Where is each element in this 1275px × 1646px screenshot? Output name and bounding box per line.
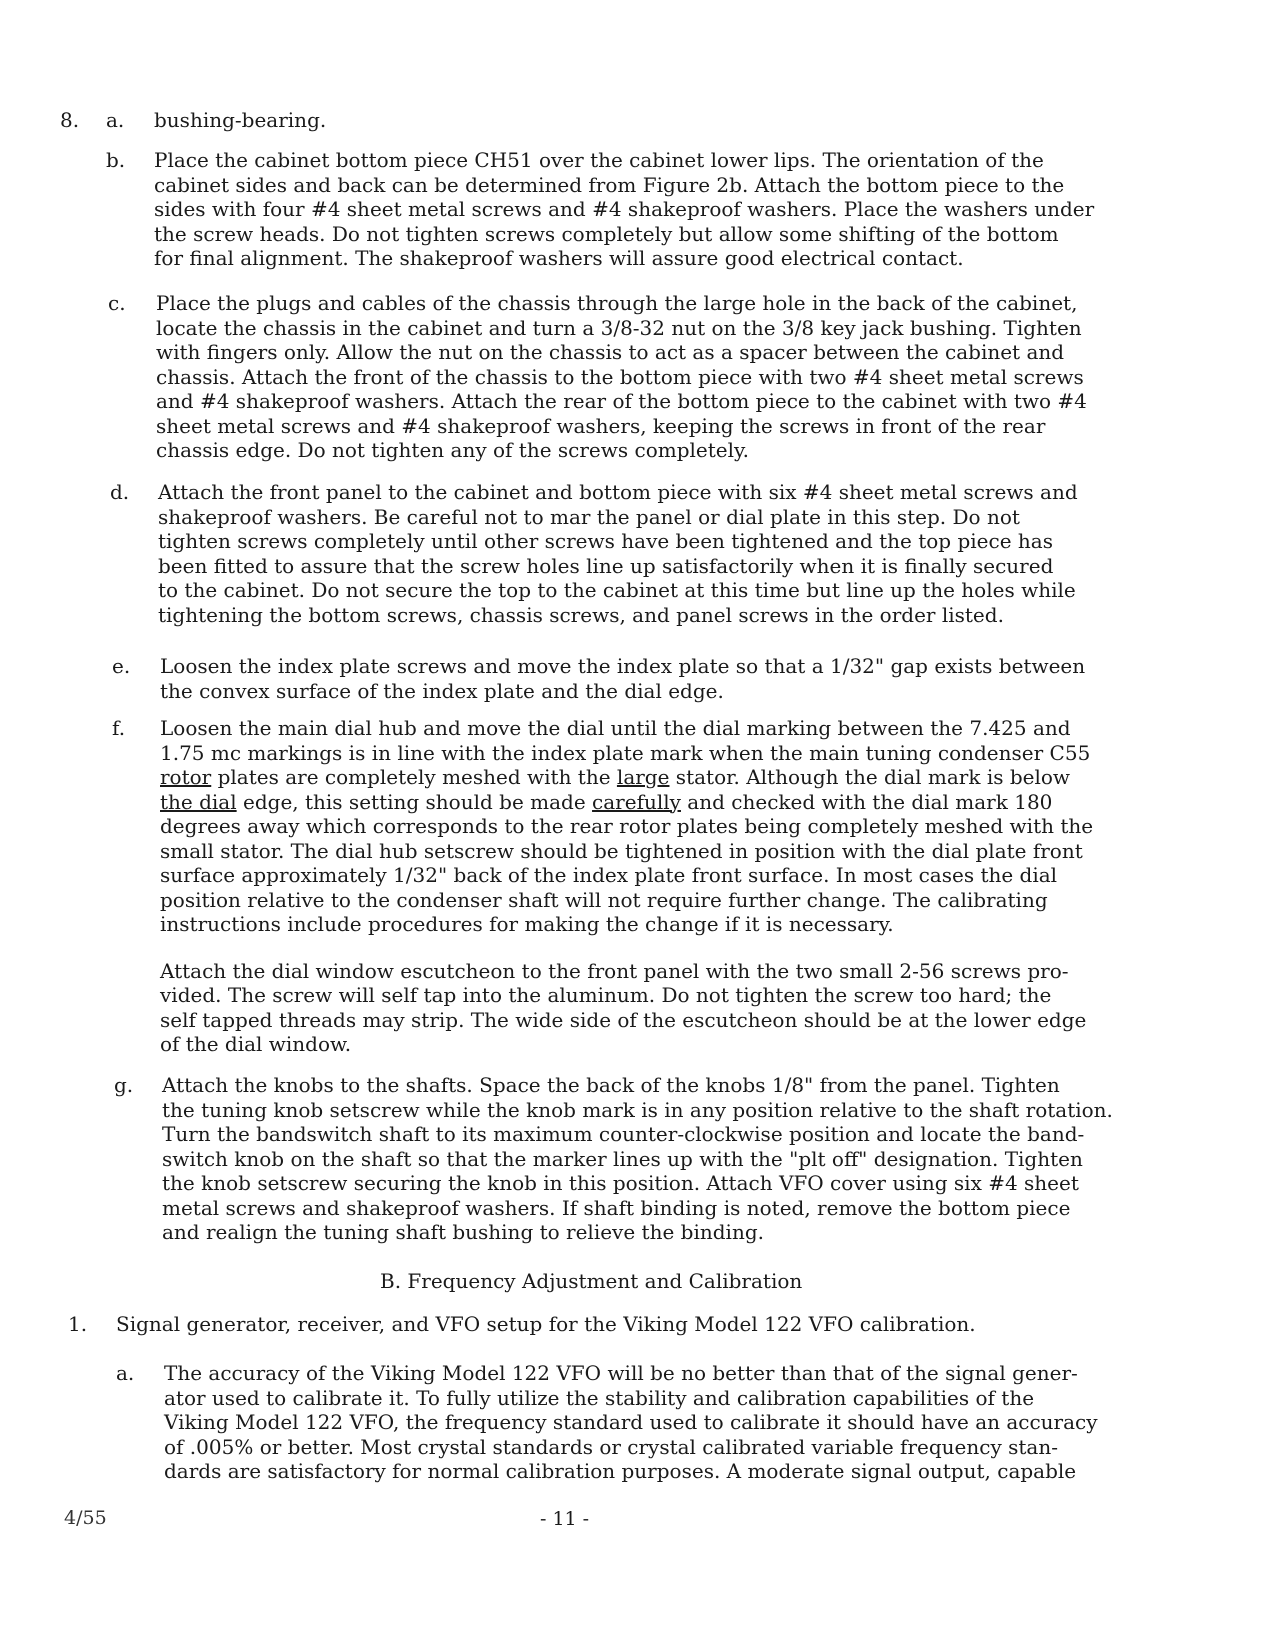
item-text — [158, 480, 1238, 627]
text-line: shakeproof washers. Be careful not to mar the panel or dial plate in this step. Do not — [158, 504, 1020, 529]
text-line: Attach the front panel to the cabinet and bottom piece with six #4 sheet metal screws and — [158, 480, 1078, 504]
text-line: Attach the knobs to the shafts. Space the back of the knobs 1/8" from the panel. Tighten — [162, 1073, 1060, 1097]
item-label: a. — [116, 1361, 135, 1385]
underlined-word: rotor — [160, 765, 212, 789]
underlined-word: the dial — [160, 789, 237, 814]
footer-date: 4/55 — [64, 1507, 107, 1529]
section-number: 1. — [68, 1312, 88, 1336]
text-line: sheet metal screws and #4 shakeproof washers, keeping the screws in front of the rear — [156, 413, 1046, 438]
text-line: rotor plates are completely meshed with the large stator. Although the dial mark is below — [160, 765, 1071, 789]
step-8b — [106, 148, 1236, 278]
item-label: d. — [110, 480, 130, 504]
text-line: tightening the bottom screws, chassis screws, and panel screws in the order listed. — [158, 602, 1004, 627]
text-line: Viking Model 122 VFO, the frequency standard used to calibrate it should have an accuracy — [164, 1410, 1098, 1434]
text-line: with fingers only. Allow the nut on the chassis to act as a spacer between the cabinet and — [156, 340, 1065, 364]
step-8d — [110, 480, 1240, 630]
step-8c — [108, 291, 1238, 466]
text-line: small stator. The dial hub setscrew should be tightened in position with the dial plate front — [160, 838, 1083, 863]
text-line: been fitted to assure that the screw holes line up satisfactorily when it is finally secured — [158, 553, 1054, 578]
item-text — [160, 716, 1240, 1057]
text-line: of .005% or better. Most crystal standards or crystal calibrated variable frequency stan- — [164, 1434, 1058, 1459]
text-line: the dial edge, this setting should be made carefully and checked with the dial mark 180 — [160, 789, 1053, 814]
item-label: g. — [114, 1073, 134, 1097]
item-label: e. — [112, 654, 131, 678]
text-line: surface approximately 1/32" back of the index plate front surface. In most cases the dial — [160, 863, 1058, 887]
item-label: a. — [106, 108, 125, 132]
text-line: sides with four #4 sheet metal screws and #4 shakeproof washers. Place the washers under — [154, 197, 1095, 221]
text-line: metal screws and shakeproof washers. If shaft binding is noted, remove the bottom piece — [162, 1195, 1071, 1220]
text-line: cabinet sides and back can be determined from Figure 2b. Attach the bottom piece to the — [154, 172, 1065, 197]
step-8g — [114, 1073, 1244, 1248]
text-line: the tuning knob setscrew while the knob mark is in any position relative to the shaft rotation. — [162, 1097, 1113, 1122]
underlined-word: large — [616, 765, 670, 789]
text-line: Turn the bandswitch shaft to its maximum counter-clockwise position and locate the band- — [162, 1122, 1085, 1146]
text-line: for final alignment. The shakeproof washers will assure good electrical contact. — [154, 246, 964, 270]
text-line: and realign the tuning shaft bushing to relieve the binding. — [162, 1220, 764, 1244]
text-line: the knob setscrew securing the knob in this position. Attach VFO cover using six #4 sheet — [162, 1171, 1079, 1195]
step-1a — [116, 1361, 1246, 1491]
text-line: vided. The screw will self tap into the aluminum. Do not tighten the screw too hard; the — [160, 983, 1052, 1007]
text-line: and #4 shakeproof washers. Attach the rear of the bottom piece to the cabinet with two #4 — [156, 389, 1087, 413]
text-line: locate the chassis in the cabinet and turn a 3/8-32 nut on the 3/8 key jack bushing. Tighten — [156, 315, 1082, 340]
text-line: 1.75 mc markings is in line with the index plate mark when the main tuning condenser C55 — [160, 740, 1091, 765]
text-line: position relative to the condenser shaft will not require further change. The calibrating — [160, 887, 1048, 912]
text-line: Place the cabinet bottom piece CH51 over the cabinet lower lips. The orientation of the — [154, 148, 1044, 172]
item-label: f. — [112, 716, 126, 740]
text-line: instructions include procedures for making the change if it is necessary. — [160, 912, 894, 936]
item-text: bushing-bearing. — [154, 108, 327, 132]
page-number: - 11 - — [540, 1508, 590, 1530]
text-line: chassis. Attach the front of the chassis to the bottom piece with two #4 sheet metal screws — [156, 364, 1084, 389]
section-heading: B. Frequency Adjustment and Calibration — [380, 1269, 803, 1293]
text-line: tighten screws completely until other screws have been tightened and the top piece has — [158, 529, 1053, 553]
underlined-word: carefully — [592, 789, 681, 814]
section-number: 8. — [60, 108, 80, 132]
text-line: switch knob on the shaft so that the marker lines up with the "plt off" designation. Tighten — [162, 1146, 1083, 1171]
text-line: Loosen the main dial hub and move the dial until the dial marking between the 7.425 and — [160, 716, 1071, 740]
text-line: the screw heads. Do not tighten screws completely but allow some shifting of the bottom — [154, 221, 1059, 246]
text-line: Place the plugs and cables of the chassis through the large hole in the back of the cabinet, — [156, 291, 1078, 315]
section-title: Signal generator, receiver, and VFO setup for the Viking Model 122 VFO calibration. — [116, 1312, 976, 1336]
text-line: of the dial window. — [160, 1032, 352, 1056]
item-text — [154, 148, 1234, 271]
item-text — [164, 1361, 1244, 1484]
text-line: degrees away which corresponds to the rear rotor plates being completely meshed with the — [160, 814, 1094, 838]
text-line: chassis edge. Do not tighten any of the screws completely. — [156, 438, 750, 462]
text-line: The accuracy of the Viking Model 122 VFO will be no better than that of the signal gener- — [164, 1361, 1078, 1385]
item-text — [160, 654, 1240, 703]
text-line: ator used to calibrate it. To fully utilize the stability and calibration capabilities of the — [164, 1385, 1035, 1410]
text-line: Loosen the index plate screws and move the index plate so that a 1/32" gap exists between — [160, 654, 1086, 678]
text-line: self tapped threads may strip. The wide side of the escutcheon should be at the lower edge — [160, 1007, 1087, 1032]
text-line: Attach the dial window escutcheon to the front panel with the two small 2-56 screws pro- — [160, 958, 1069, 983]
step-8e — [112, 654, 1242, 706]
text-line: dards are satisfactory for normal calibration purposes. A moderate signal output, capable — [164, 1459, 1077, 1483]
step-8f — [112, 716, 1242, 1056]
item-text — [156, 291, 1236, 463]
text-line: the convex surface of the index plate and the dial edge. — [160, 678, 724, 703]
item-label: c. — [108, 291, 126, 315]
item-label: b. — [106, 148, 126, 172]
text-line: to the cabinet. Do not secure the top to the cabinet at this time but line up the holes while — [158, 578, 1076, 602]
item-text — [162, 1073, 1242, 1245]
